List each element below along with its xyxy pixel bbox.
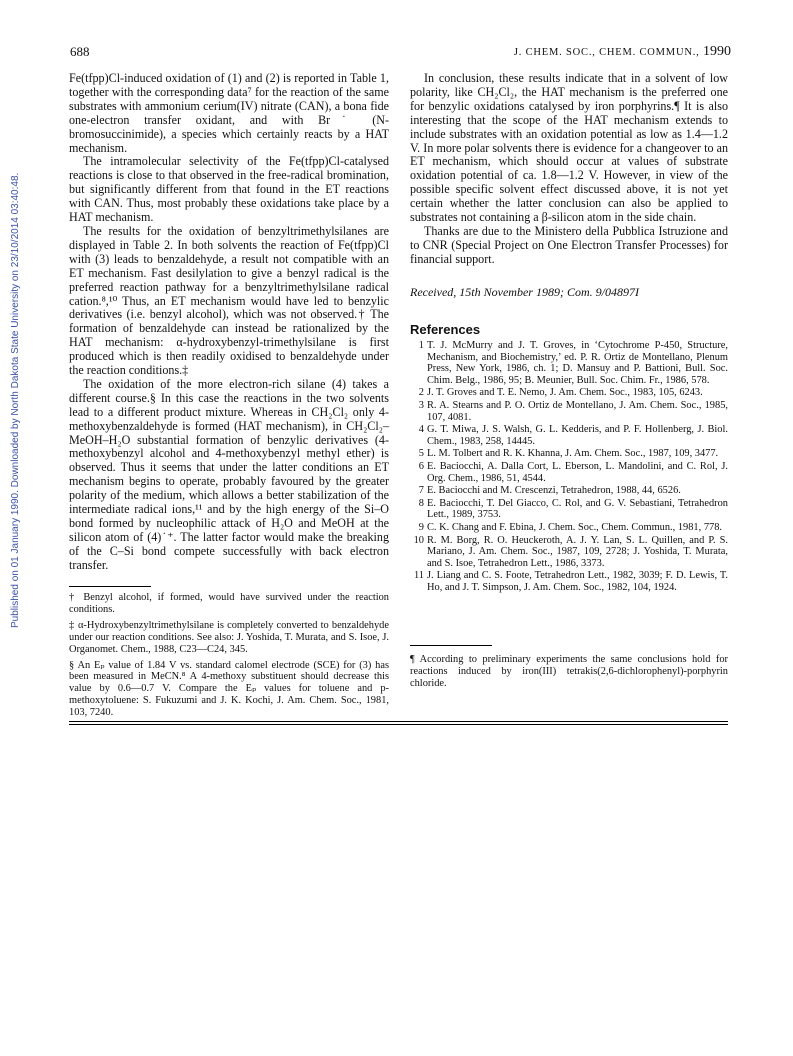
reference-item <box>410 387 728 399</box>
reference-text: E. Baciocchi and M. Crescenzi, Tetrahedron, 1988, 44, 6526. <box>427 485 681 497</box>
reference-item <box>410 400 728 423</box>
paragraph: Fe(tfpp)Cl-induced oxidation of (1) and (2) is reported in Table 1, together with the corresponding data⁷ for the reaction of the same substrates with ammonium cerium(IV) nitrate (CAN), a bona fide one-electron transfer oxidant, and with Br˙ (N-bromosuccinimide), a species which certainly reacts by a HAT mechanism. <box>69 71 389 155</box>
right-footnote: ¶ According to preliminary experiments the same conclusions hold for reactions induced by iron(III) tetrakis(2,6-dichlorophenyl)-porphyrin chloride. <box>410 654 728 689</box>
journal-name: J. CHEM. SOC., CHEM. COMMUN., <box>513 47 700 58</box>
reference-text: R. M. Borg, R. O. Heuckeroth, A. J. Y. Lan, S. L. Quillen, and P. S. Mariano, J. Am. Chem. Soc., 1987, 109, 2728; J. Yoshida, T. Murata, and S. Isoe, Tetrahedron Lett., 1986, 3373. <box>427 534 728 569</box>
reference-number: 4 <box>418 424 424 436</box>
reference-number: 3 <box>418 399 424 411</box>
reference-text: E. Baciocchi, A. Dalla Cort, L. Eberson, L. Mandolini, and C. Rol, J. Org. Chem., 1986, 51, 4544. <box>427 460 728 484</box>
reference-text: G. T. Miwa, J. S. Walsh, G. L. Kedderis, and P. F. Hollenberg, J. Biol. Chem., 1983, 258, 14445. <box>427 424 728 447</box>
reference-number: 6 <box>418 460 424 472</box>
reference-item <box>410 424 728 447</box>
reference-text: C. K. Chang and F. Ebina, J. Chem. Soc., Chem. Commun., 1981, 778. <box>427 521 723 533</box>
footnote: § An Eₚ value of 1.84 V vs. standard calomel electrode (SCE) for (3) has been measured in MeCN.⁸ A 4-methoxy substituent should decrease this value by 0.6—0.7 V. Compare the Eₚ values for toluene and p-methoxytoluene: S. Fukuzumi and J. K. Kochi, J. Am. Chem. Soc., 1981, 103, 7240. <box>69 659 389 719</box>
reference-text: J. T. Groves and T. E. Nemo, J. Am. Chem. Soc., 1983, 105, 6243. <box>427 387 703 399</box>
right-column <box>410 72 728 267</box>
references-heading: References <box>410 322 481 337</box>
reference-text: E. Baciocchi, T. Del Giacco, C. Rol, and G. V. Sebastiani, Tetrahedron Lett., 1989, 3753. <box>427 497 728 521</box>
page-bottom-rule <box>69 721 728 722</box>
reference-item <box>410 498 728 521</box>
paragraph: In conclusion, these results indicate that in a solvent of low polarity, like CH₂Cl₂, the HAT mechanism is the preferred one for benzylic oxidations catalysed by iron porphyrins.¶ It is also interesting that the scope of the HAT mechanism extends to include substrates with an oxidation potential as low as 1.4—1.2 V. In more polar solvents there is evidence for a changeover to an ET mechanism, which should occur at values of substrate oxidation potential of ca. 1.8—1.2 V. However, in view of the possible specific solvent effect discussed above, it is not yet certain whether the latter conclusion can also be applied to substrates not containing a β-silicon atom in the side chain. <box>410 71 728 225</box>
reference-number: 11 <box>413 570 424 582</box>
left-footnotes <box>69 592 389 723</box>
reference-number: 1 <box>418 340 424 351</box>
footnote-divider <box>69 586 151 587</box>
reference-number: 9 <box>418 521 424 533</box>
reference-text: T. J. McMurry and J. T. Groves, in ‘Cytochrome P-450, Structure, Mechanism, and Biochemistry,’ ed. P. R. Ortiz de Montellano, Plenum Press, New York, 1986, ch. 1; D. Mansuy and P. Battioni, Bull. Soc. Chim. Belg., 1986, 95; B. Meunier, Bull. Soc. Chim. Fr., 1986, 578. <box>427 340 728 386</box>
reference-item <box>410 522 728 534</box>
reference-number: 8 <box>418 497 424 509</box>
reference-item <box>410 340 728 386</box>
download-stamp-text: Published on 01 January 1990. Downloaded by North Dakota State University on 23/10/2014 03:40:48. <box>10 172 21 628</box>
reference-number: 7 <box>418 485 424 497</box>
references-list <box>410 340 728 594</box>
page-bottom-rule-thin <box>69 724 728 725</box>
footnote: † Benzyl alcohol, if formed, would have survived under the reaction conditions. <box>69 592 389 615</box>
reference-text: R. A. Stearns and P. O. Ortiz de Montellano, J. Am. Chem. Soc., 1985, 107, 4081. <box>427 399 728 423</box>
reference-item <box>410 448 728 460</box>
page-header <box>70 44 731 62</box>
footnote: ‡ α-Hydroxybenzyltrimethylsilane is completely converted to benzaldehyde under our reaction conditions. See also: J. Yoshida, T. Murata, and S. Isoe, J. Organomet. Chem., 1988, C23—C24, 345. <box>69 619 389 655</box>
reference-number: 5 <box>418 448 424 460</box>
paragraph: The intramolecular selectivity of the Fe(tfpp)Cl-catalysed reactions is close to that observed in the free-radical bromination, but significantly different from that found in the ET reactions with CAN. Thus, most probably these oxidations take place by a HAT mechanism. <box>69 154 389 225</box>
left-column <box>69 72 389 573</box>
reference-text: L. M. Tolbert and R. K. Khanna, J. Am. Chem. Soc., 1987, 109, 3477. <box>427 448 719 460</box>
reference-item <box>410 461 728 484</box>
journal-running-head <box>514 44 731 60</box>
page-number: 688 <box>70 44 90 59</box>
journal-year: 1990 <box>703 44 731 59</box>
reference-item <box>410 485 728 497</box>
reference-number: 10 <box>413 534 424 546</box>
received-line: Received, 15th November 1989; Com. 9/04897I <box>410 285 639 299</box>
reference-item <box>410 535 728 570</box>
paragraph: Thanks are due to the Ministero della Pubblica Istruzione and to CNR (Special Project on One Electron Transfer Processes) for financial support. <box>410 223 728 266</box>
footnote-divider-right <box>410 645 492 646</box>
paragraph: The results for the oxidation of benzyltrimethylsilanes are displayed in Table 2. In both solvents the reaction of Fe(tfpp)Cl with (3) leads to benzaldehyde, a result not compatible with an ET mechanism. Fast desilylation to give a benzyl radical is the preferred reaction pathway for a benzyltrimethylsilane radical cation.⁸,¹⁰ Thus, an ET mechanism would have led to benzylic derivatives (i.e. benzyl alcohol), which was not observed.† The formation of benzaldehyde can instead be rationalized by the HAT mechanism: α-hydroxybenzyl-trimethylsilane is first produced which is then readily oxidised to benzaldehyde under the reaction conditions.‡ <box>69 223 389 378</box>
reference-number: 2 <box>418 387 424 399</box>
reference-item <box>410 570 728 593</box>
paragraph: The oxidation of the more electron-rich silane (4) takes a different course.§ In this case the reactions in the two solvents lead to a different product mixture. Whereas in CH₂Cl₂ only 4-methoxybenzaldehyde is formed (HAT mechanism), in CH₂Cl₂–MeOH–H₂O substantial formation of benzylic derivatives (4-methoxybenzyl alcohol and 4-methoxybenzyl methyl ether) is observed. Thus it seems that under the latter conditions an ET mechanism begins to operate, probably favoured by the greater polarity of the medium, which allows a better stabilization of the intermediate radical ions,¹¹ and by the high energy of the Si–O bond formed by nucleophilic attack of H₂O and MeOH at the silicon atom of (4)˙⁺. The latter factor would make the breaking of the C–Si bond compete successfully with back electron transfer. <box>69 376 389 572</box>
download-stamp <box>10 172 22 640</box>
reference-text: J. Liang and C. S. Foote, Tetrahedron Lett., 1982, 3039; F. D. Lewis, T. Ho, and J. T. Simpson, J. Am. Chem. Soc., 1982, 104, 1924. <box>427 570 728 593</box>
